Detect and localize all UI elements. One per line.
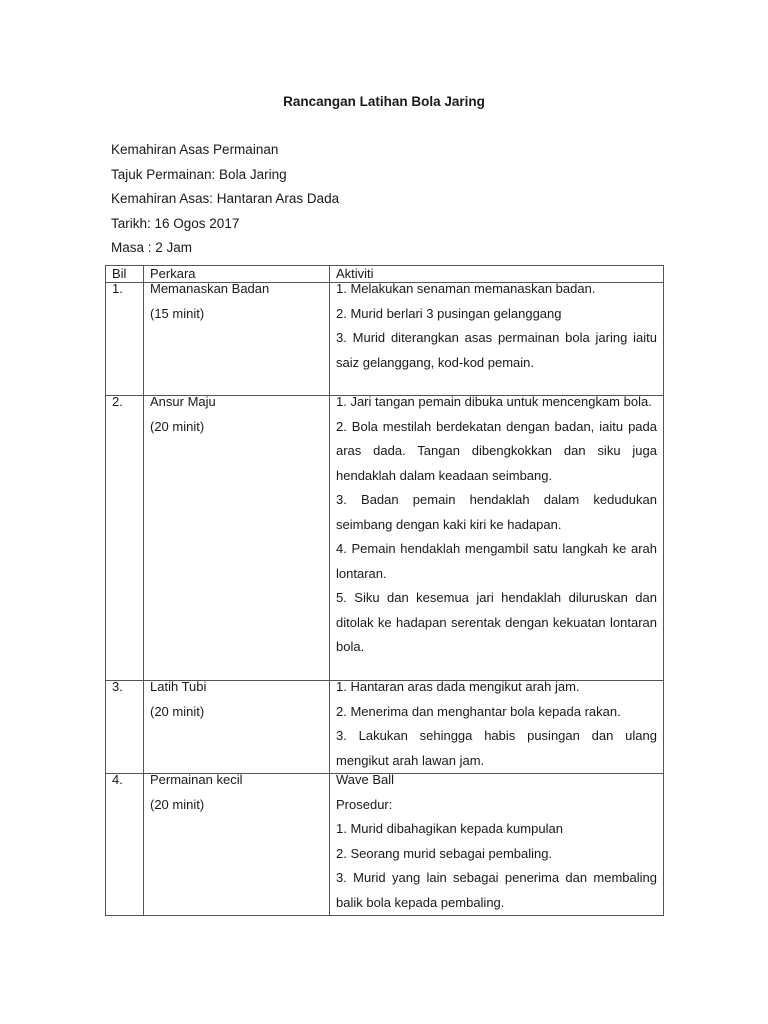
item-duration: (15 minit) bbox=[150, 305, 205, 321]
row-item bbox=[144, 283, 330, 396]
document-title: Rancangan Latihan Bola Jaring bbox=[283, 94, 485, 109]
item-duration: (20 minit) bbox=[150, 703, 205, 719]
item-duration: (20 minit) bbox=[150, 796, 205, 812]
activity-step: 1. Murid dibahagikan kepada kumpulan bbox=[336, 821, 563, 836]
info-date: Tarikh: 16 Ogos 2017 bbox=[111, 215, 240, 231]
row-item bbox=[144, 681, 330, 774]
row-item bbox=[144, 396, 330, 681]
info-duration: Masa : 2 Jam bbox=[111, 240, 193, 256]
header-perkara: Perkara bbox=[144, 266, 330, 283]
table-row bbox=[106, 396, 664, 681]
lesson-info bbox=[111, 141, 339, 264]
activity-step: 5. Siku dan kesemua jari hendaklah diluruskan dan ditolak ke hadapan serentak dengan kekuatan lontaran bola. bbox=[336, 590, 657, 654]
row-number: 1. bbox=[106, 283, 144, 396]
activity-procedure-label: Prosedur: bbox=[336, 796, 393, 812]
activity-table bbox=[105, 265, 664, 916]
activity-title: Wave Ball bbox=[336, 773, 395, 787]
row-activities bbox=[330, 396, 664, 681]
activity-step: 3. Murid yang lain sebagai penerima dan membaling balik bola kepada pembaling. bbox=[336, 870, 657, 910]
activity-step: 3. Murid diterangkan asas permainan bola jaring iaitu saiz gelanggang, kod-kod pemain. bbox=[336, 330, 657, 370]
info-game-topic: Tajuk Permainan: Bola Jaring bbox=[111, 166, 287, 182]
activity-step: 1. Hantaran aras dada mengikut arah jam. bbox=[336, 680, 580, 694]
item-duration: (20 minit) bbox=[150, 418, 205, 434]
row-activities bbox=[330, 774, 664, 916]
item-name: Ansur Maju bbox=[150, 395, 216, 409]
activity-step: 1. Jari tangan pemain dibuka untuk mencengkam bola. bbox=[336, 395, 652, 409]
info-basic-skill: Kemahiran Asas: Hantaran Aras Dada bbox=[111, 191, 340, 207]
row-activities bbox=[330, 283, 664, 396]
table-header-row bbox=[106, 266, 664, 283]
row-item bbox=[144, 774, 330, 916]
row-number: 3. bbox=[106, 681, 144, 774]
activity-step: 2. Menerima dan menghantar bola kepada rakan. bbox=[336, 703, 621, 719]
table-row bbox=[106, 774, 664, 916]
activity-step: 3. Lakukan sehingga habis pusingan dan ulang mengikut arah lawan jam. bbox=[336, 728, 657, 768]
header-aktiviti: Aktiviti bbox=[330, 266, 664, 283]
activity-step: 2. Bola mestilah berdekatan dengan badan, iaitu pada aras dada. Tangan dibengkokkan dan siku juga hendaklah dalam keadaan seimbang. bbox=[336, 418, 657, 483]
table-row bbox=[106, 681, 664, 774]
item-name: Permainan kecil bbox=[150, 773, 243, 787]
activity-step: 1. Melakukan senaman memanaskan badan. bbox=[336, 282, 596, 296]
item-name: Latih Tubi bbox=[150, 680, 207, 694]
activity-step: 4. Pemain hendaklah mengambil satu langkah ke arah lontaran. bbox=[336, 541, 657, 581]
row-activities bbox=[330, 681, 664, 774]
activity-step: 2. Murid berlari 3 pusingan gelanggang bbox=[336, 305, 562, 321]
row-number: 4. bbox=[106, 774, 144, 916]
table-row bbox=[106, 283, 664, 396]
activity-step: 2. Seorang murid sebagai pembaling. bbox=[336, 845, 553, 861]
item-name: Memanaskan Badan bbox=[150, 282, 270, 296]
activity-step: 3. Badan pemain hendaklah dalam kedudukan seimbang dengan kaki kiri ke hadapan. bbox=[336, 492, 657, 532]
info-skill-category: Kemahiran Asas Permainan bbox=[111, 142, 279, 157]
row-number: 2. bbox=[106, 396, 144, 681]
header-bil: Bil bbox=[106, 266, 144, 283]
